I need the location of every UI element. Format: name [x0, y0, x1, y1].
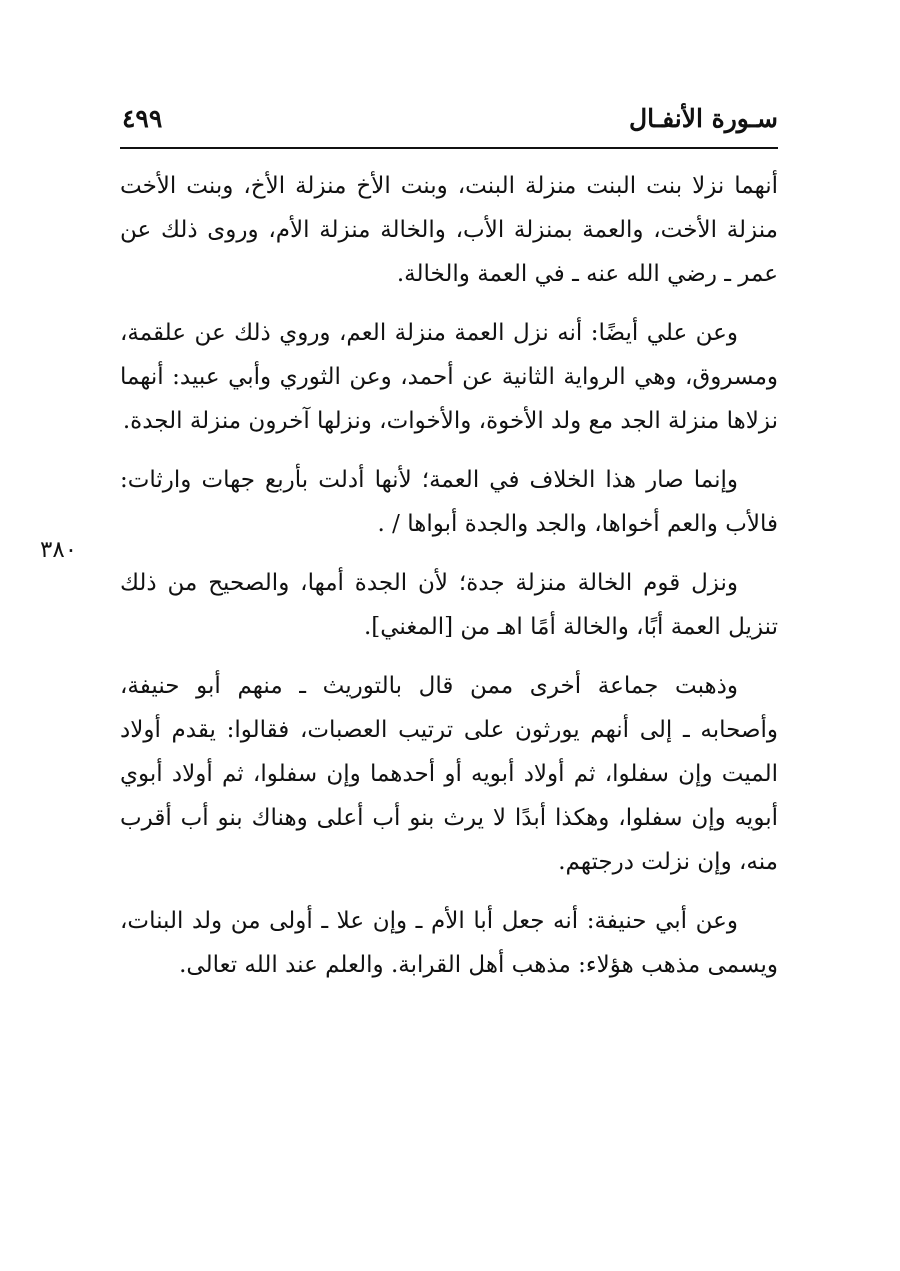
surah-title: سـورة الأنفـال — [629, 104, 778, 133]
header-divider — [120, 147, 778, 149]
page-number: ٤٩٩ — [122, 104, 163, 133]
paragraph: وعن علي أيضًا: أنه نزل العمة منزلة العم، وروي ذلك عن علقمة، ومسروق، وهي الرواية الثانية عن أحمد، وعن الثوري وأبي عبيد: أنهما نزلاها منزلة الجد مع ولد الأخوة، والأخوات، ونزلها آخرون منزلة الجدة. — [120, 320, 778, 434]
paragraph: وعن أبي حنيفة: أنه جعل أبا الأم ـ وإن علا ـ أولى من ولد البنات، ويسمى مذهب هؤلاء: مذهب أهل القرابة. والعلم عند الله تعالى. — [120, 908, 778, 978]
paragraph: ونزل قوم الخالة منزلة جدة؛ لأن الجدة أمها، والصحيح من ذلك تنزيل العمة أبًا، والخالة أمًا اهـ من [المغني]. — [120, 570, 778, 640]
margin-page-reference: ٣٨٠ — [40, 537, 78, 563]
paragraph: وذهبت جماعة أخرى ممن قال بالتوريث ـ منهم أبو حنيفة، وأصحابه ـ إلى أنهم يورثون على ترتيب العصبات، فقالوا: يقدم أولاد الميت وإن سفلوا، ثم أولاد أبويه أو أحدهما وإن سفلوا، ثم أولاد أبوي أبويه وإن سفلوا، وهكذا أبدًا لا يرث بنو أب أعلى وهناك بنو أب أقرب منه، وإن نزلت درجتهم. — [120, 673, 778, 875]
page-header — [120, 100, 778, 144]
paragraph: أنهما نزلا بنت البنت منزلة البنت، وبنت الأخ منزلة الأخ، وبنت الأخت منزلة الأخت، والعمة بمنزلة الأب، والخالة منزلة الأم، وروى ذلك عن عمر ـ رضي الله عنه ـ في العمة والخالة. — [120, 173, 778, 287]
body-text — [120, 164, 778, 1002]
paragraph: وإنما صار هذا الخلاف في العمة؛ لأنها أدلت بأربع جهات وارثات: فالأب والعم أخواها، والجد والجدة أبواها / . — [120, 467, 778, 537]
